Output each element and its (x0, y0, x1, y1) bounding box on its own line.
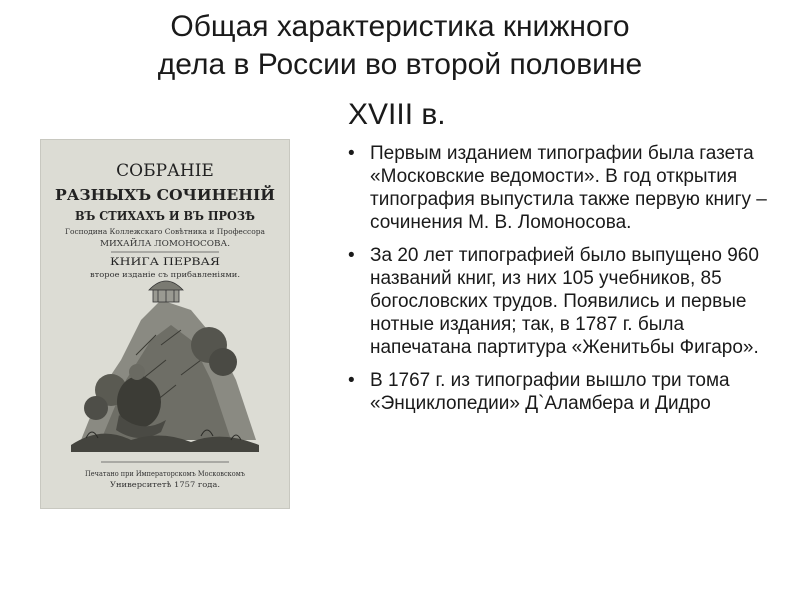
list-item (348, 142, 778, 234)
book-title-page-image (41, 140, 289, 508)
book-line-3: ВЪ СТИХАХЪ И ВЪ ПРОЗѢ (75, 209, 255, 223)
book-line-2: РАЗНЫХЪ СОЧИНЕНІЙ (55, 186, 267, 204)
book-line-5: МИХАЙЛА ЛОМОНОСОВА. (100, 239, 230, 248)
bullet-list (348, 142, 778, 415)
bullet-text: Первым изданием типографии была газета «Московские ведомости». В год открытия типография выпустила также первую книгу – сочинения М. В. Ломоносова. (370, 143, 767, 233)
title-line-1: Общая характеристика книжного (170, 10, 630, 43)
book-line-6: КНИГА ПЕРВАЯ (110, 257, 220, 268)
engraving-illustration (71, 281, 259, 452)
list-item (348, 244, 778, 359)
title-line-2: дела в России во второй половине (157, 48, 643, 81)
bullet-text: В 1767 г. из типографии вышло три тома «Энциклопедии» Д`Аламбера и Дидро (370, 370, 730, 414)
bullet-text: За 20 лет типографией было выпущено 960 названий книг, из них 105 учебников, 85 богословских трудов. Появились и первые нотные издания; так, в 1787 г. была напечатана партитура «Женитьбы Фигаро». (370, 245, 759, 358)
bullet-icon: • (348, 245, 355, 266)
book-title-page-illustration (41, 140, 289, 508)
book-imprint-1: Печатано при Императорскомъ Московскомъ (85, 470, 246, 478)
title-line-3: XVIII в. (348, 98, 446, 131)
slide-content (348, 142, 778, 425)
book-imprint-2: Университетѣ 1757 года. (110, 481, 220, 489)
bullet-icon: • (348, 143, 355, 164)
book-line-7: второе изданіе съ прибавленіями. (90, 271, 240, 279)
bullet-icon: • (348, 370, 355, 391)
slide-title (60, 8, 740, 84)
book-line-4: Господина Коллежскаго Совѣтника и Профессора (65, 228, 265, 236)
book-line-1: СОБРАНІЕ (116, 161, 214, 181)
list-item (348, 369, 778, 415)
